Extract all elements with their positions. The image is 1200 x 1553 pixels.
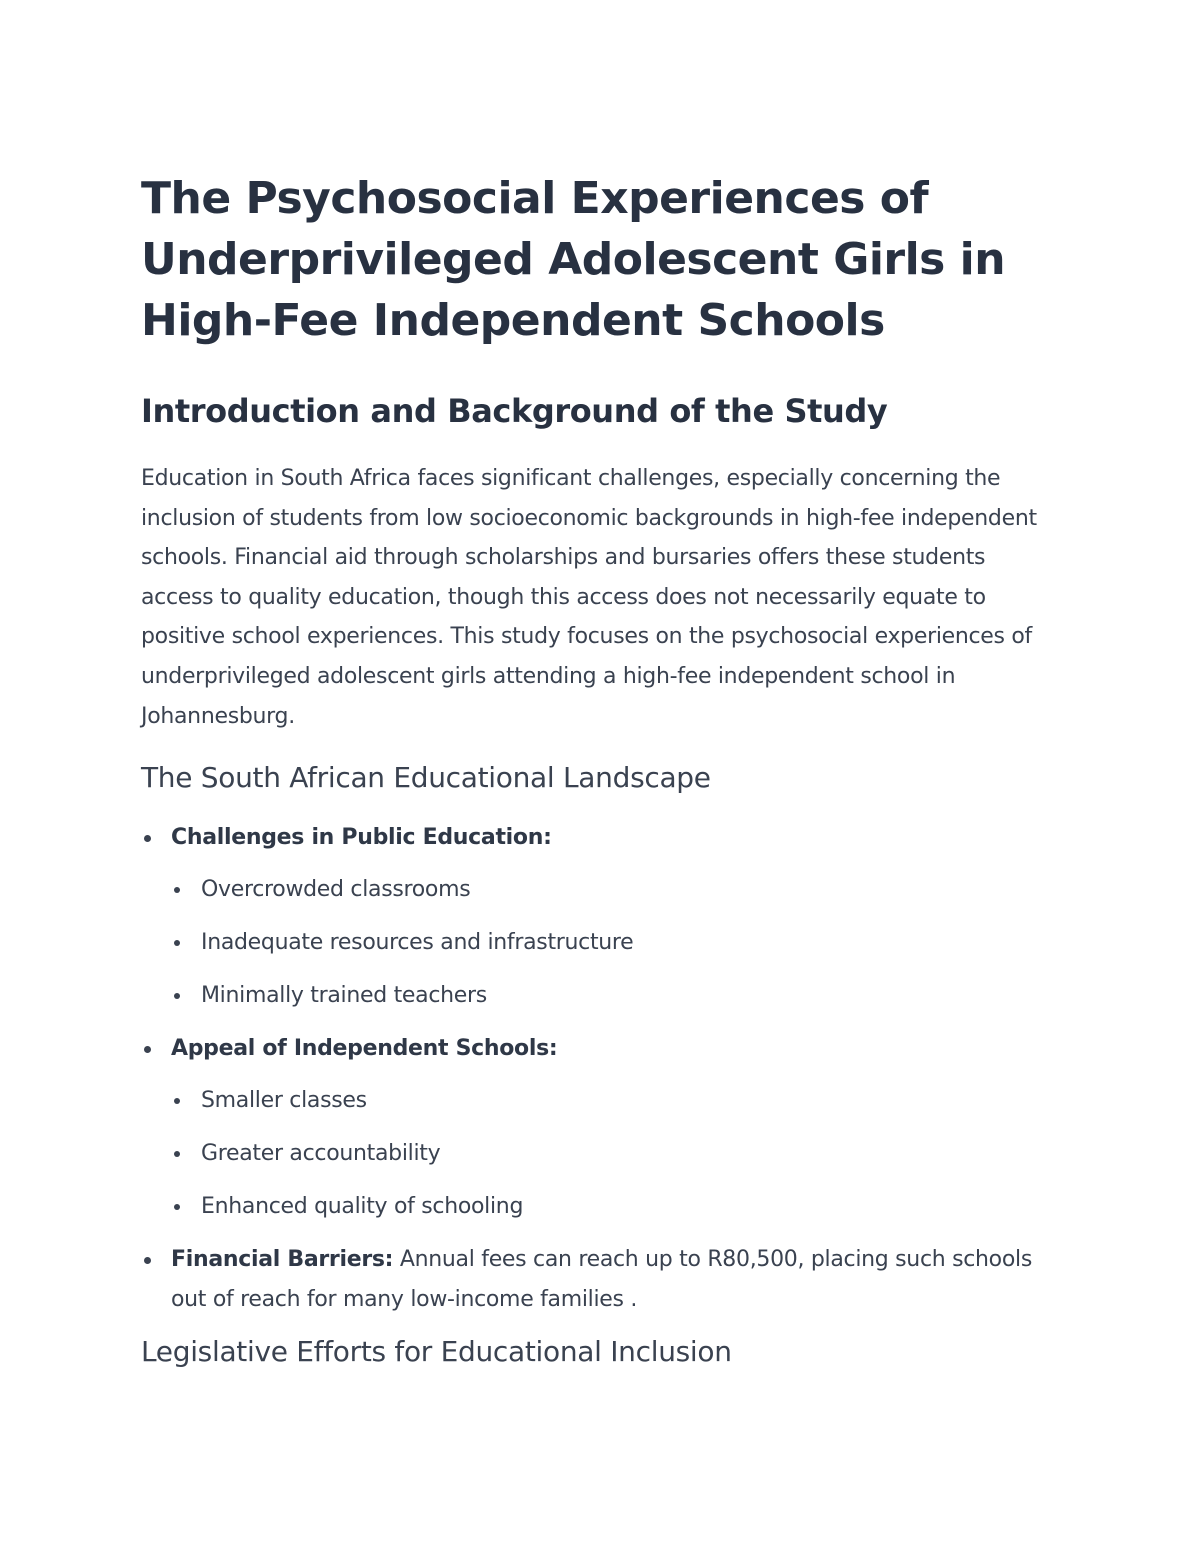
sublist-item: Smaller classes bbox=[171, 1081, 1041, 1121]
sublist-item: Overcrowded classrooms bbox=[171, 870, 1041, 910]
subsection-heading-legislative: Legislative Efforts for Educational Inclusion bbox=[141, 1335, 732, 1369]
list-item-public-education bbox=[141, 818, 1041, 1016]
list-item-text: Annual fees can reach up to R80,500, placing such schools out of reach for many low-income families . bbox=[171, 1247, 1032, 1313]
list-item-label: Challenges in Public Education: bbox=[171, 825, 552, 851]
sublist-independent-schools bbox=[171, 1081, 1041, 1227]
sublist-item: Minimally trained teachers bbox=[171, 976, 1041, 1016]
landscape-list bbox=[141, 818, 1041, 1320]
intro-paragraph: Education in South Africa faces significant challenges, especially concerning the inclusion of students from low socioeconomic backgrounds in high-fee independent schools. Financial aid through scholarships and bursaries offers these students access to quality education, though this access does not necessarily equate to positive school experiences. This study focuses on the psychosocial experiences of underprivileged adolescent girls attending a high-fee independent school in Johannesburg. bbox=[141, 466, 1037, 729]
list-item-label: Financial Barriers: bbox=[171, 1247, 394, 1273]
document-title: The Psychosocial Experiences of Underprivileged Adolescent Girls in High-Fee Independent Schools bbox=[141, 173, 1006, 346]
list-item-independent-schools bbox=[141, 1029, 1041, 1227]
list-item-label: Appeal of Independent Schools: bbox=[171, 1036, 558, 1062]
section-heading: Introduction and Background of the Study bbox=[141, 392, 888, 430]
sublist-item: Inadequate resources and infrastructure bbox=[171, 923, 1041, 963]
sublist-item: Enhanced quality of schooling bbox=[171, 1187, 1041, 1227]
subsection-heading-landscape: The South African Educational Landscape bbox=[141, 761, 711, 795]
document-page bbox=[141, 168, 1041, 1372]
sublist-item: Greater accountability bbox=[171, 1134, 1041, 1174]
sublist-public-education bbox=[171, 870, 1041, 1016]
list-item-financial-barriers bbox=[141, 1240, 1041, 1320]
